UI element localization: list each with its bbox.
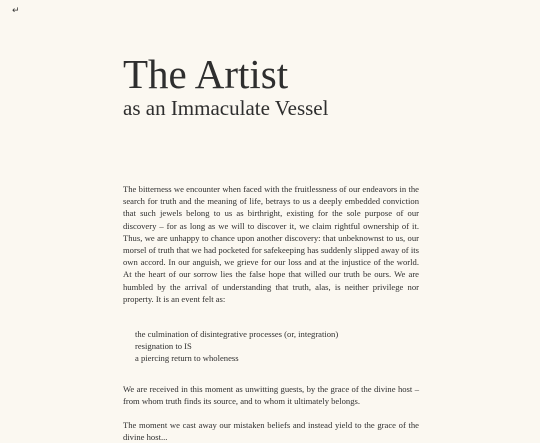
paragraph-2: We are received in this moment as unwitting guests, by the grace of the divine host – from whom truth finds its source, and to whom it ultimately belongs. bbox=[123, 383, 419, 406]
event-list bbox=[135, 328, 419, 365]
page-title: The Artist bbox=[123, 51, 289, 97]
list-item: resignation to IS bbox=[135, 341, 192, 352]
list-item: the culmination of disintegrative processes (or, integration) bbox=[135, 329, 339, 340]
paragraph-1: The bitterness we encounter when faced with the fruitlessness of our endeavors in the search for truth and the meaning of life, betrays to us a deeply embedded conviction that such jewels belong to us as birthright, existing for the sole purpose of our discovery – for as long as we will to discover it, we claim rightful ownership of it. Thus, we are unhappy to chance upon another discovery: that unbeknownst to us, our morsel of truth that we had pocketed for safekeeping has suddenly slipped away of its own accord. In our anguish, we grieve for our loss and at the injustice of the world. At the heart of our sorrow lies the false hope that willed our truth be ours. We are humbled by the arrival of understanding that truth, alas, is neither privilege nor property. It is an event felt as: bbox=[123, 184, 419, 304]
paragraph-3: The moment we cast away our mistaken beliefs and instead yield to the grace of the divine host... bbox=[123, 420, 419, 443]
article-body bbox=[123, 183, 419, 443]
article bbox=[123, 52, 419, 443]
page-subtitle: as an Immaculate Vessel bbox=[123, 96, 329, 120]
list-item: a piercing return to wholeness bbox=[135, 353, 239, 364]
back-link-icon[interactable]: ↵ bbox=[12, 6, 20, 16]
